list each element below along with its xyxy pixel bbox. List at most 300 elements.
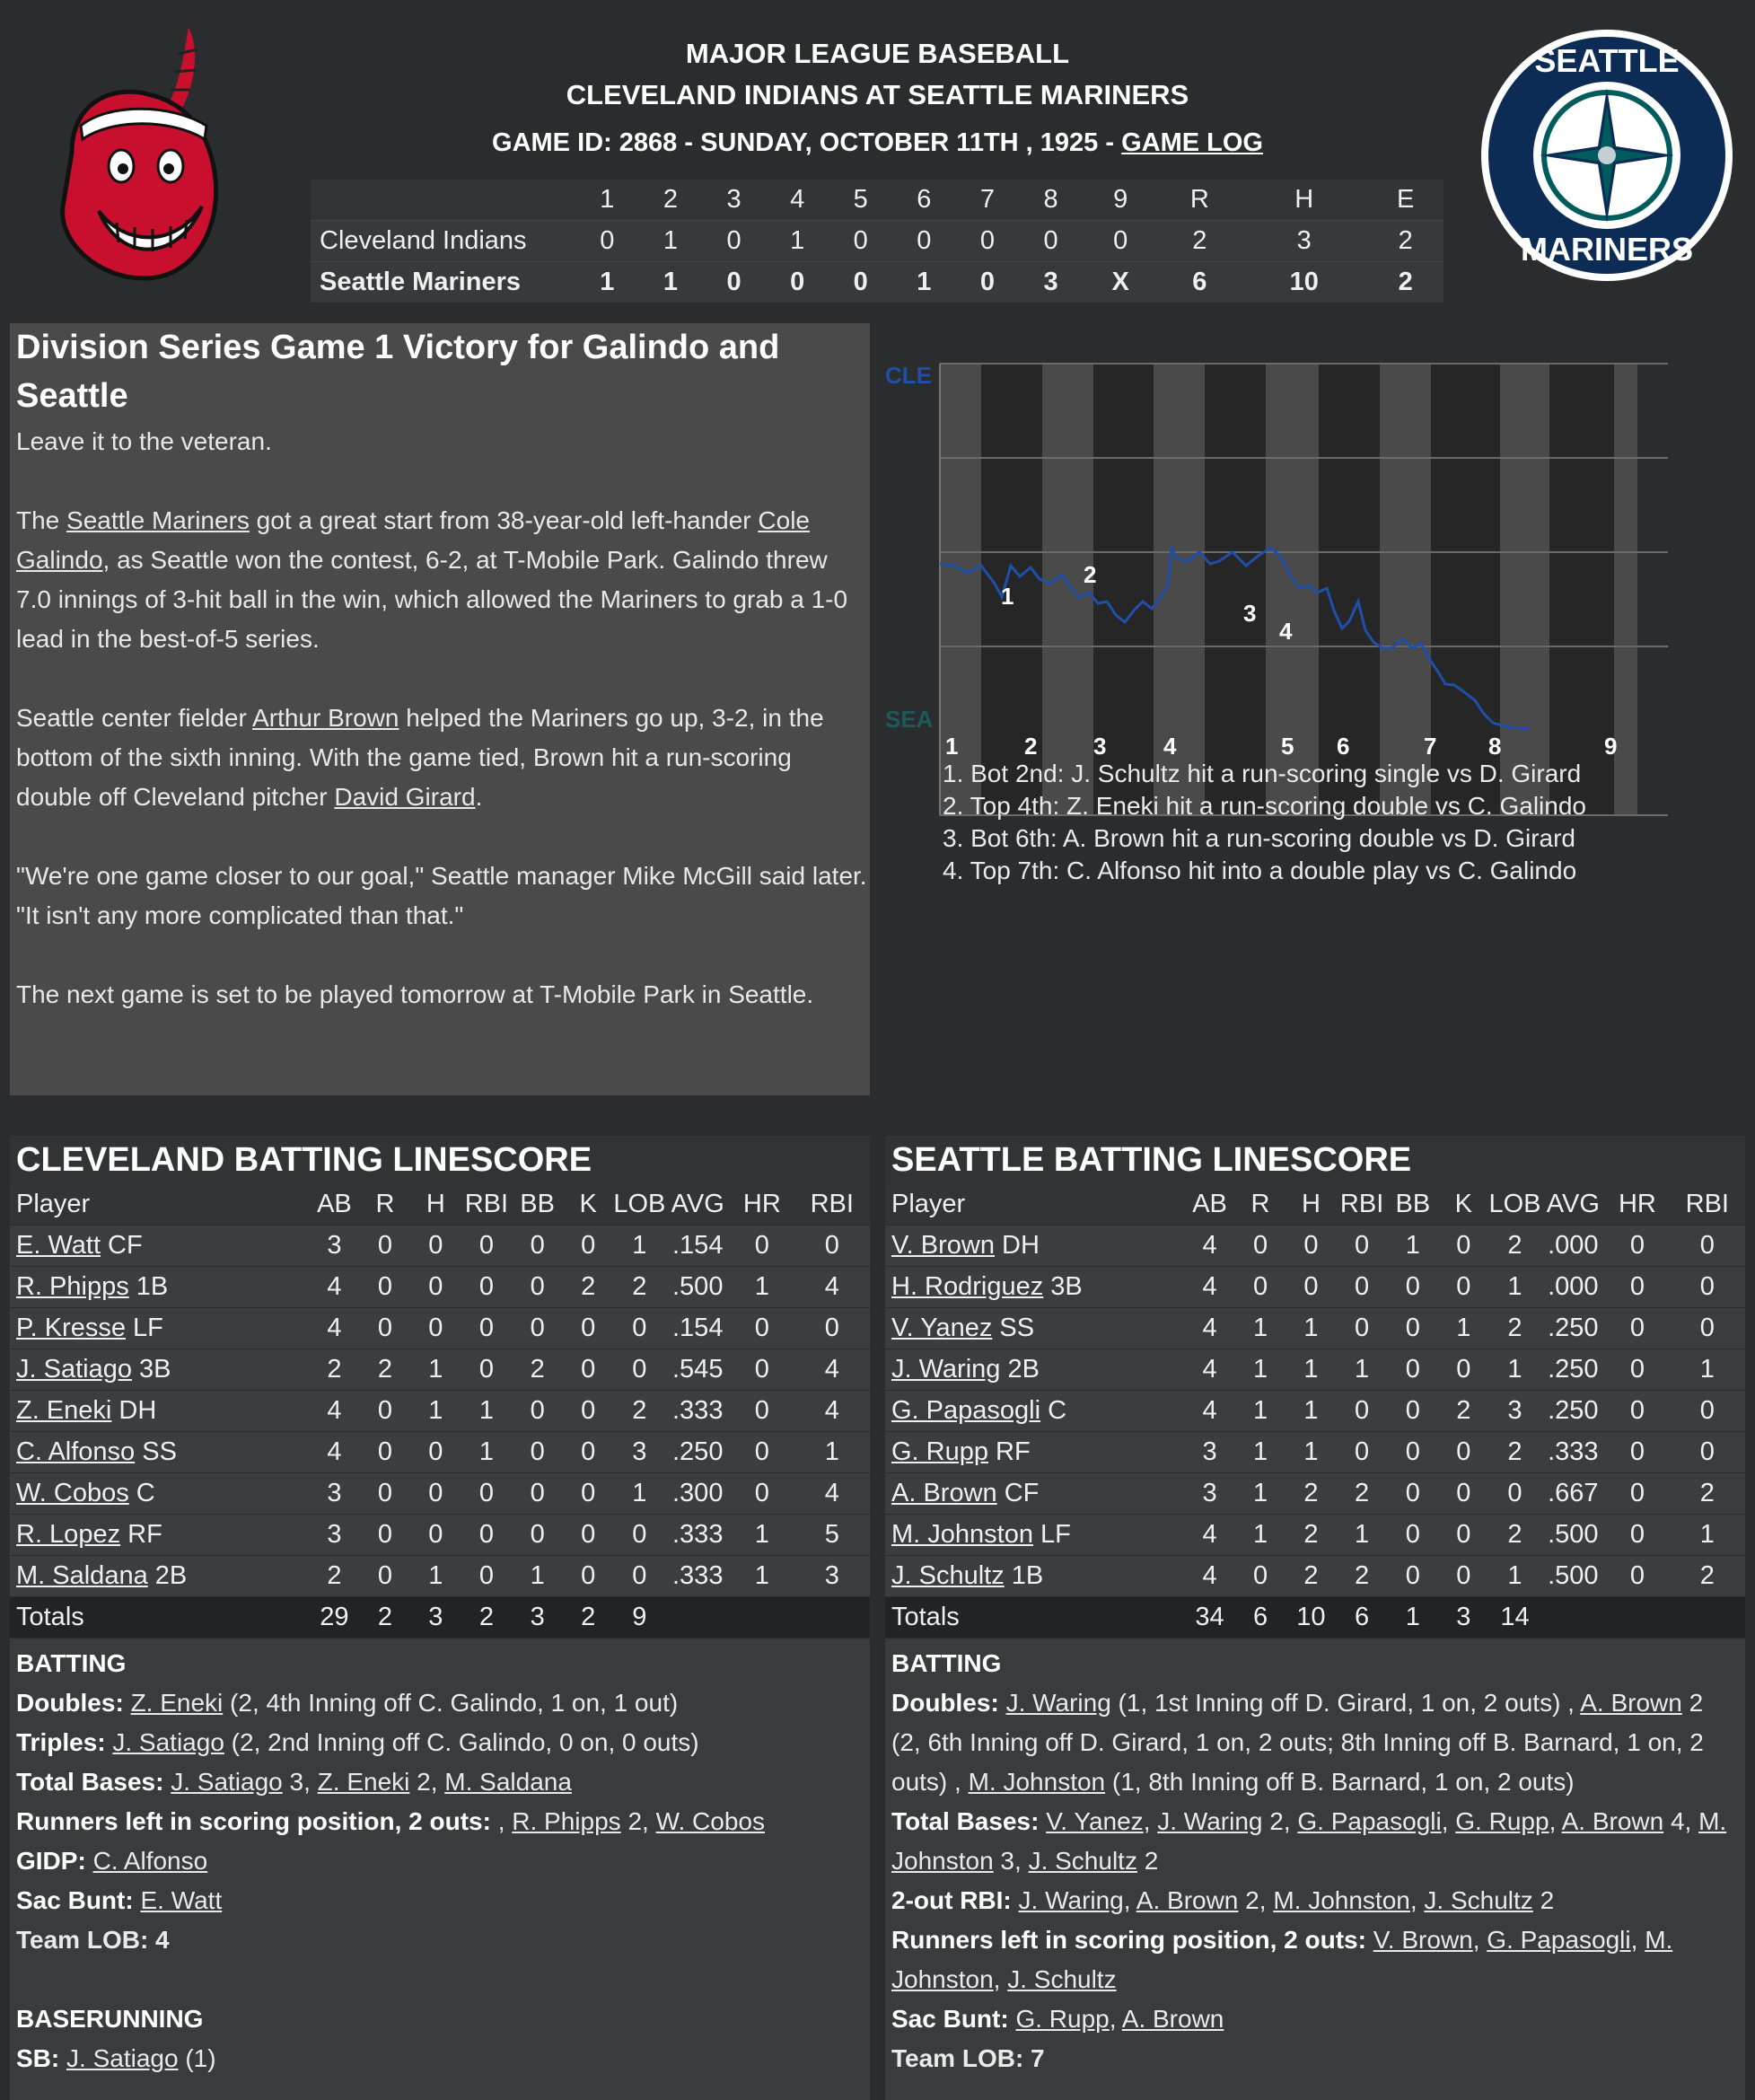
- stat-cell: 0: [410, 1473, 461, 1515]
- stat-cell: 0: [1388, 1515, 1439, 1556]
- linescore-cell: 0: [1083, 221, 1159, 262]
- stat-cell: 0: [1337, 1267, 1388, 1308]
- stat-cell: 0: [730, 1432, 794, 1473]
- stat-cell: 0: [360, 1267, 410, 1308]
- chart-note: 1. Bot 2nd: J. Schultz hit a run-scoring single vs D. Girard: [943, 760, 1582, 787]
- player-position: LF: [1032, 1520, 1071, 1549]
- player-cell: [10, 1349, 309, 1391]
- batting-col-header: RBI: [461, 1184, 512, 1226]
- player-link[interactable]: P. Kresse: [16, 1314, 126, 1342]
- totals-cell: [794, 1597, 870, 1639]
- doubles-line: Doubles: Z. Eneki (2, 4th Inning off C. Galindo, 1 on, 1 out): [16, 1689, 679, 1717]
- player-link[interactable]: V. Yanez: [891, 1314, 993, 1342]
- chart-note: 3. Bot 6th: A. Brown hit a run-scoring double vs D. Girard: [943, 824, 1576, 852]
- linescore-col-header: 2: [639, 180, 703, 221]
- stat-cell: 1: [1235, 1308, 1286, 1349]
- stat-cell: 1: [1235, 1349, 1286, 1391]
- player-link[interactable]: J. Satiago: [112, 1728, 224, 1756]
- stat-cell: 0: [1438, 1349, 1488, 1391]
- chart-notes: [943, 758, 1733, 887]
- player-link[interactable]: A. Brown: [1121, 2005, 1224, 2033]
- player-position: RF: [120, 1520, 162, 1549]
- inning-band: [1500, 364, 1549, 815]
- stat-cell: 0: [1605, 1391, 1669, 1432]
- linescore-col-header: 5: [829, 180, 892, 221]
- linescore-cell: 0: [1019, 221, 1083, 262]
- stat-cell: 0: [563, 1226, 613, 1267]
- sac-bunt-line: Sac Bunt: E. Watt: [16, 1886, 223, 1914]
- stat-cell: 0: [360, 1515, 410, 1556]
- player-link[interactable]: A. Brown: [891, 1479, 997, 1507]
- stat-cell: 1: [410, 1391, 461, 1432]
- risp-line: Runners left in scoring position, 2 outs: , R. Phipps 2, W. Cobos: [16, 1807, 765, 1835]
- batting-col-header: Player: [10, 1184, 309, 1226]
- stat-cell: 0: [1286, 1226, 1337, 1267]
- player-link[interactable]: Cole Galindo: [16, 506, 810, 574]
- player-link[interactable]: R. Phipps: [512, 1807, 621, 1835]
- stat-cell: 2: [309, 1556, 360, 1597]
- chart-x-tick: 5: [1281, 733, 1294, 760]
- totals-cell: 3: [410, 1597, 461, 1639]
- stat-cell: .333: [665, 1391, 730, 1432]
- player-link[interactable]: H. Rodriguez: [891, 1272, 1044, 1301]
- player-link[interactable]: J. Waring: [891, 1355, 1001, 1384]
- stat-cell: 1: [1488, 1556, 1540, 1597]
- stat-cell: 3: [309, 1473, 360, 1515]
- cleveland-batting-notes: [10, 1639, 870, 2078]
- stat-cell: 1: [1438, 1308, 1488, 1349]
- batting-col-header: HR: [1605, 1184, 1669, 1226]
- stat-cell: .667: [1540, 1473, 1605, 1515]
- stat-cell: 1: [1235, 1391, 1286, 1432]
- seattle-batting-table: [885, 1184, 1745, 1639]
- totals-cell: [665, 1597, 730, 1639]
- stat-cell: 4: [1184, 1267, 1235, 1308]
- stat-cell: 0: [461, 1308, 512, 1349]
- stat-cell: 1: [1235, 1432, 1286, 1473]
- batting-col-header: RBI: [794, 1184, 870, 1226]
- player-link[interactable]: A. Brown: [1561, 1807, 1664, 1835]
- player-cell: [885, 1349, 1184, 1391]
- chart-note: 4. Top 7th: C. Alfonso hit into a double play vs C. Galindo: [943, 857, 1577, 884]
- stat-cell: 2: [1337, 1473, 1388, 1515]
- player-position: CF: [101, 1231, 143, 1260]
- table-row: [10, 1349, 870, 1391]
- totals-cell: 1: [1388, 1597, 1439, 1639]
- linescore-cell: 1: [639, 262, 703, 303]
- stat-cell: 0: [1235, 1226, 1286, 1267]
- player-cell: [885, 1515, 1184, 1556]
- stat-cell: 0: [512, 1226, 563, 1267]
- stat-cell: 0: [410, 1432, 461, 1473]
- stat-cell: 2: [1488, 1308, 1540, 1349]
- chart-top-label: CLE: [885, 362, 932, 389]
- game-log-link[interactable]: GAME LOG: [1121, 128, 1263, 157]
- player-link[interactable]: J. Schultz: [1007, 1965, 1117, 1993]
- linescore-cell: 0: [829, 262, 892, 303]
- stat-cell: 4: [1184, 1349, 1235, 1391]
- sac-bunt-line: Sac Bunt: G. Rupp, A. Brown: [891, 2005, 1224, 2033]
- table-row: [10, 1267, 870, 1308]
- table-row: [10, 1391, 870, 1432]
- player-link[interactable]: J. Satiago: [16, 1355, 132, 1384]
- table-row: [10, 1473, 870, 1515]
- stat-cell: 0: [563, 1432, 613, 1473]
- player-link[interactable]: Z. Eneki: [317, 1768, 410, 1796]
- batting-heading: BATTING: [891, 1649, 1002, 1677]
- stat-cell: 1: [1286, 1432, 1337, 1473]
- player-link[interactable]: E. Watt: [140, 1886, 223, 1914]
- batting-col-header: H: [1286, 1184, 1337, 1226]
- player-link[interactable]: V. Brown: [891, 1231, 995, 1260]
- batting-col-header: LOB: [613, 1184, 665, 1226]
- chart-x-tick: 8: [1488, 733, 1502, 760]
- chart-marker: 2: [1084, 561, 1097, 588]
- linescore-cell: 0: [829, 221, 892, 262]
- table-row: [885, 1432, 1745, 1473]
- stat-cell: 0: [563, 1391, 613, 1432]
- stat-cell: 1: [730, 1515, 794, 1556]
- story-paragraph-4: "We're one game closer to our goal," Seattle manager Mike McGill said later. "It isn't any more complicated than that.": [16, 862, 867, 929]
- player-link[interactable]: G. Papasogli: [1487, 1926, 1631, 1954]
- linescore-cell: 0: [956, 262, 1020, 303]
- batting-col-header: R: [1235, 1184, 1286, 1226]
- player-link[interactable]: A. Brown: [1136, 1886, 1239, 1914]
- stat-cell: .154: [665, 1308, 730, 1349]
- player-link[interactable]: R. Phipps: [16, 1272, 129, 1301]
- story-paragraph-3: Seattle center fielder Arthur Brown helped the Mariners go up, 3-2, in the bottom of the sixth inning. With the game tied, Brown hit a run-scoring double off Cleveland pitcher David Girard.: [16, 704, 824, 811]
- stat-cell: 4: [794, 1349, 870, 1391]
- stat-cell: 0: [1670, 1391, 1745, 1432]
- stat-cell: 0: [1388, 1432, 1439, 1473]
- stat-cell: 0: [1605, 1308, 1669, 1349]
- chart-x-tick: 1: [945, 733, 959, 760]
- linescore-col-header: 6: [892, 180, 956, 221]
- stat-cell: .300: [665, 1473, 730, 1515]
- player-link[interactable]: M. Johnston: [891, 1807, 1727, 1875]
- table-row: [10, 1556, 870, 1597]
- totals-cell: 3: [1438, 1597, 1488, 1639]
- player-cell: [885, 1391, 1184, 1432]
- baserunning-heading: BASERUNNING: [16, 2005, 204, 2033]
- table-row: [885, 1515, 1745, 1556]
- linescore-team-name: Cleveland Indians: [311, 221, 575, 262]
- stat-cell: 1: [410, 1556, 461, 1597]
- chart-x-tick: 6: [1337, 733, 1350, 760]
- player-link[interactable]: G. Papasogli: [1297, 1807, 1442, 1835]
- stat-cell: 1: [461, 1432, 512, 1473]
- stat-cell: 0: [1670, 1267, 1745, 1308]
- player-cell: [10, 1226, 309, 1267]
- player-link[interactable]: C. Alfonso: [92, 1847, 208, 1875]
- team-lob-line: Team LOB: 4: [16, 1926, 170, 1954]
- stat-cell: 0: [1388, 1267, 1439, 1308]
- player-link[interactable]: M. Johnston: [1273, 1886, 1410, 1914]
- stat-cell: 1: [1286, 1391, 1337, 1432]
- stat-cell: 3: [613, 1432, 665, 1473]
- stat-cell: 1: [1488, 1349, 1540, 1391]
- totals-cell: 6: [1337, 1597, 1388, 1639]
- stat-cell: 0: [1337, 1432, 1388, 1473]
- stat-cell: 0: [1605, 1432, 1669, 1473]
- player-link[interactable]: J. Waring: [1018, 1886, 1124, 1914]
- linescore-cell: 0: [892, 221, 956, 262]
- batting-col-header: RBI: [1337, 1184, 1388, 1226]
- stat-cell: 1: [730, 1556, 794, 1597]
- inning-band: [1042, 364, 1093, 815]
- risp-line: Runners left in scoring position, 2 outs: V. Brown, G. Papasogli, M. Johnston, J. Schultz: [891, 1926, 1673, 1993]
- inning-band: [1154, 364, 1205, 815]
- stat-cell: .250: [1540, 1349, 1605, 1391]
- player-position: C: [128, 1479, 155, 1507]
- stat-cell: 0: [512, 1432, 563, 1473]
- linescore-col-header: R: [1159, 180, 1242, 221]
- player-link[interactable]: E. Watt: [16, 1231, 101, 1260]
- player-link[interactable]: G. Papasogli: [891, 1396, 1041, 1425]
- chart-marker: 4: [1279, 618, 1293, 645]
- batting-col-header: K: [1438, 1184, 1488, 1226]
- game-info-text: GAME ID: 2868 - SUNDAY, OCTOBER 11TH , 1925 -: [492, 128, 1122, 157]
- stat-cell: 1: [1388, 1226, 1439, 1267]
- stat-cell: 0: [461, 1349, 512, 1391]
- player-link[interactable]: David Girard: [334, 783, 476, 811]
- chart-note: 2. Top 4th: Z. Eneki hit a run-scoring double vs C. Galindo: [943, 792, 1586, 820]
- gidp-line: GIDP: C. Alfonso: [16, 1847, 208, 1875]
- totals-cell: [1605, 1597, 1669, 1639]
- linescore-cell: 6: [1159, 262, 1242, 303]
- inning-band: [1205, 364, 1266, 815]
- player-link[interactable]: W. Cobos: [655, 1807, 765, 1835]
- stat-cell: 3: [1184, 1432, 1235, 1473]
- stat-cell: 1: [1235, 1473, 1286, 1515]
- stat-cell: 1: [1286, 1349, 1337, 1391]
- table-row: [885, 1391, 1745, 1432]
- chart-x-tick: 9: [1604, 733, 1618, 760]
- stat-cell: 0: [1388, 1556, 1439, 1597]
- seattle-batting-box: [885, 1136, 1745, 2100]
- table-row: [10, 1308, 870, 1349]
- linescore-col-header: 7: [956, 180, 1020, 221]
- stat-cell: .500: [1540, 1515, 1605, 1556]
- player-link[interactable]: J. Schultz: [1424, 1886, 1533, 1914]
- story-headline: Division Series Game 1 Victory for Galindo and Seattle: [16, 329, 780, 415]
- batting-col-header: R: [360, 1184, 410, 1226]
- player-link[interactable]: C. Alfonso: [16, 1437, 136, 1466]
- linescore-cell: X: [1083, 262, 1159, 303]
- stat-cell: 1: [730, 1267, 794, 1308]
- stat-cell: 0: [1605, 1515, 1669, 1556]
- batting-col-header: AB: [309, 1184, 360, 1226]
- stat-cell: 0: [360, 1308, 410, 1349]
- table-row: [10, 1226, 870, 1267]
- table-row: [10, 1432, 870, 1473]
- player-cell: [10, 1391, 309, 1432]
- stat-cell: 0: [563, 1556, 613, 1597]
- stat-cell: 4: [309, 1308, 360, 1349]
- totals-cell: 3: [512, 1597, 563, 1639]
- stat-cell: 0: [461, 1515, 512, 1556]
- player-link[interactable]: M. Johnston: [891, 1926, 1673, 1993]
- stat-cell: 2: [1286, 1473, 1337, 1515]
- totals-cell: [1540, 1597, 1605, 1639]
- stat-cell: 0: [1438, 1432, 1488, 1473]
- stat-cell: 0: [730, 1391, 794, 1432]
- stat-cell: 0: [1605, 1226, 1669, 1267]
- player-link[interactable]: G. Rupp: [891, 1437, 988, 1466]
- stolen-bases-line: SB: J. Satiago (1): [16, 2044, 216, 2072]
- player-cell: [885, 1556, 1184, 1597]
- totals-row: [885, 1597, 1745, 1639]
- stat-cell: 0: [461, 1226, 512, 1267]
- totals-label: Totals: [885, 1597, 1184, 1639]
- team-lob-line: Team LOB: 7: [891, 2044, 1045, 2072]
- batting-col-header: H: [410, 1184, 461, 1226]
- stat-cell: 1: [1286, 1308, 1337, 1349]
- stat-cell: 1: [1235, 1515, 1286, 1556]
- stat-cell: 0: [461, 1267, 512, 1308]
- table-row: [885, 1308, 1745, 1349]
- linescore-team-name: Seattle Mariners: [311, 262, 575, 303]
- stat-cell: 2: [613, 1267, 665, 1308]
- story-paragraph-2: The Seattle Mariners got a great start from 38-year-old left-hander Cole Galindo, as Seattle won the contest, 6-2, at T-Mobile Park. Galindo threw 7.0 innings of 3-hit ball in the win, which allowed the Mariners to grab a 1-0 lead in the best-of-5 series.: [16, 506, 848, 653]
- stat-cell: 0: [461, 1556, 512, 1597]
- player-position: DH: [995, 1231, 1040, 1260]
- batting-col-header: AVG: [1540, 1184, 1605, 1226]
- linescore-cell: 1: [639, 221, 703, 262]
- player-link[interactable]: J. Schultz: [1028, 1847, 1137, 1875]
- totals-cell: 34: [1184, 1597, 1235, 1639]
- linescore-cell: 0: [702, 221, 766, 262]
- player-cell: [10, 1267, 309, 1308]
- stat-cell: 0: [1605, 1349, 1669, 1391]
- chart-x-tick: 4: [1163, 733, 1177, 760]
- stat-cell: 1: [1670, 1515, 1745, 1556]
- linescore-col-header: 4: [766, 180, 829, 221]
- team-link[interactable]: Seattle Mariners: [66, 506, 250, 534]
- player-link[interactable]: J. Waring: [1157, 1807, 1263, 1835]
- totals-cell: 14: [1488, 1597, 1540, 1639]
- player-link[interactable]: Z. Eneki: [130, 1689, 224, 1717]
- linescore-col-header: 3: [702, 180, 766, 221]
- stat-cell: 0: [730, 1473, 794, 1515]
- player-position: SS: [992, 1314, 1035, 1342]
- stat-cell: 0: [360, 1473, 410, 1515]
- totals-cell: 10: [1286, 1597, 1337, 1639]
- totals-cell: 6: [1235, 1597, 1286, 1639]
- stat-cell: 4: [794, 1267, 870, 1308]
- two-out-rbi-line: 2-out RBI: J. Waring, A. Brown 2, M. Johnston, J. Schultz 2: [891, 1886, 1555, 1914]
- game-story-panel: [10, 323, 870, 1095]
- player-cell: [10, 1432, 309, 1473]
- player-link[interactable]: M. Saldana: [16, 1561, 148, 1590]
- game-header: [0, 0, 1755, 314]
- story-paragraph-1: Leave it to the veteran.: [16, 427, 272, 455]
- stat-cell: .000: [1540, 1267, 1605, 1308]
- stat-cell: 2: [1488, 1432, 1540, 1473]
- stat-cell: 0: [613, 1308, 665, 1349]
- stat-cell: 1: [512, 1556, 563, 1597]
- totals-cell: 2: [461, 1597, 512, 1639]
- stat-cell: 0: [1605, 1556, 1669, 1597]
- player-link[interactable]: J. Satiago: [171, 1768, 283, 1796]
- stat-cell: 0: [461, 1473, 512, 1515]
- stat-cell: 0: [360, 1556, 410, 1597]
- stat-cell: 0: [1286, 1267, 1337, 1308]
- player-cell: [10, 1515, 309, 1556]
- stat-cell: 4: [794, 1473, 870, 1515]
- player-link[interactable]: J. Satiago: [66, 2044, 179, 2072]
- player-link[interactable]: J. Schultz: [891, 1561, 1005, 1590]
- stat-cell: .500: [665, 1267, 730, 1308]
- stat-cell: 0: [1438, 1556, 1488, 1597]
- table-row: [885, 1556, 1745, 1597]
- linescore-row-home: [311, 262, 1443, 303]
- stat-cell: 0: [730, 1226, 794, 1267]
- linescore-cell: 2: [1159, 221, 1242, 262]
- player-link[interactable]: V. Brown: [1373, 1926, 1473, 1954]
- player-link[interactable]: A. Brown: [1580, 1689, 1682, 1717]
- linescore-cell: 0: [766, 262, 829, 303]
- stat-cell: .333: [665, 1515, 730, 1556]
- chart-marker: 1: [1001, 583, 1014, 610]
- player-link[interactable]: M. Saldana: [444, 1768, 572, 1796]
- player-link[interactable]: W. Cobos: [16, 1479, 129, 1507]
- stat-cell: .500: [1540, 1556, 1605, 1597]
- player-link[interactable]: J. Waring: [1005, 1689, 1111, 1717]
- stat-cell: .333: [665, 1556, 730, 1597]
- stat-cell: 4: [309, 1391, 360, 1432]
- player-link[interactable]: M. Johnston: [891, 1520, 1033, 1549]
- player-link[interactable]: V. Yanez: [1046, 1807, 1144, 1835]
- player-position: SS: [135, 1437, 177, 1466]
- matchup-title: CLEVELAND INDIANS AT SEATTLE MARINERS: [566, 79, 1189, 110]
- player-cell: [885, 1226, 1184, 1267]
- stat-cell: 0: [1670, 1226, 1745, 1267]
- table-row: [885, 1226, 1745, 1267]
- linescore-cell: 2: [1367, 221, 1443, 262]
- batting-col-header: RBI: [1670, 1184, 1745, 1226]
- chart-x-tick: 2: [1024, 733, 1038, 760]
- stat-cell: 0: [1438, 1226, 1488, 1267]
- player-link[interactable]: R. Lopez: [16, 1520, 121, 1549]
- player-link[interactable]: G. Rupp: [1455, 1807, 1549, 1835]
- player-link[interactable]: Arthur Brown: [252, 704, 399, 732]
- linescore-cell: 0: [956, 221, 1020, 262]
- linescore-cell: 1: [575, 262, 639, 303]
- stat-cell: 1: [461, 1391, 512, 1432]
- stat-cell: 0: [794, 1308, 870, 1349]
- linescore-header-row: [311, 180, 1443, 221]
- cleveland-batting-table: [10, 1184, 870, 1639]
- stat-cell: 0: [1438, 1515, 1488, 1556]
- player-link[interactable]: Z. Eneki: [16, 1396, 112, 1425]
- stat-cell: 0: [512, 1267, 563, 1308]
- player-link[interactable]: G. Rupp: [1015, 2005, 1110, 2033]
- stat-cell: 4: [1184, 1515, 1235, 1556]
- stat-cell: 0: [360, 1391, 410, 1432]
- stat-cell: 0: [1235, 1267, 1286, 1308]
- seattle-box-title: SEATTLE BATTING LINESCORE: [885, 1136, 1745, 1184]
- stat-cell: 2: [1670, 1556, 1745, 1597]
- logo-text-seattle: SEATTLE: [1534, 42, 1680, 79]
- batting-col-header: AVG: [665, 1184, 730, 1226]
- table-row: [885, 1473, 1745, 1515]
- batting-col-header: Player: [885, 1184, 1184, 1226]
- batting-header-row: [885, 1184, 1745, 1226]
- stat-cell: 1: [410, 1349, 461, 1391]
- chart-marker: 3: [1243, 600, 1257, 627]
- player-link[interactable]: M. Johnston: [968, 1768, 1106, 1796]
